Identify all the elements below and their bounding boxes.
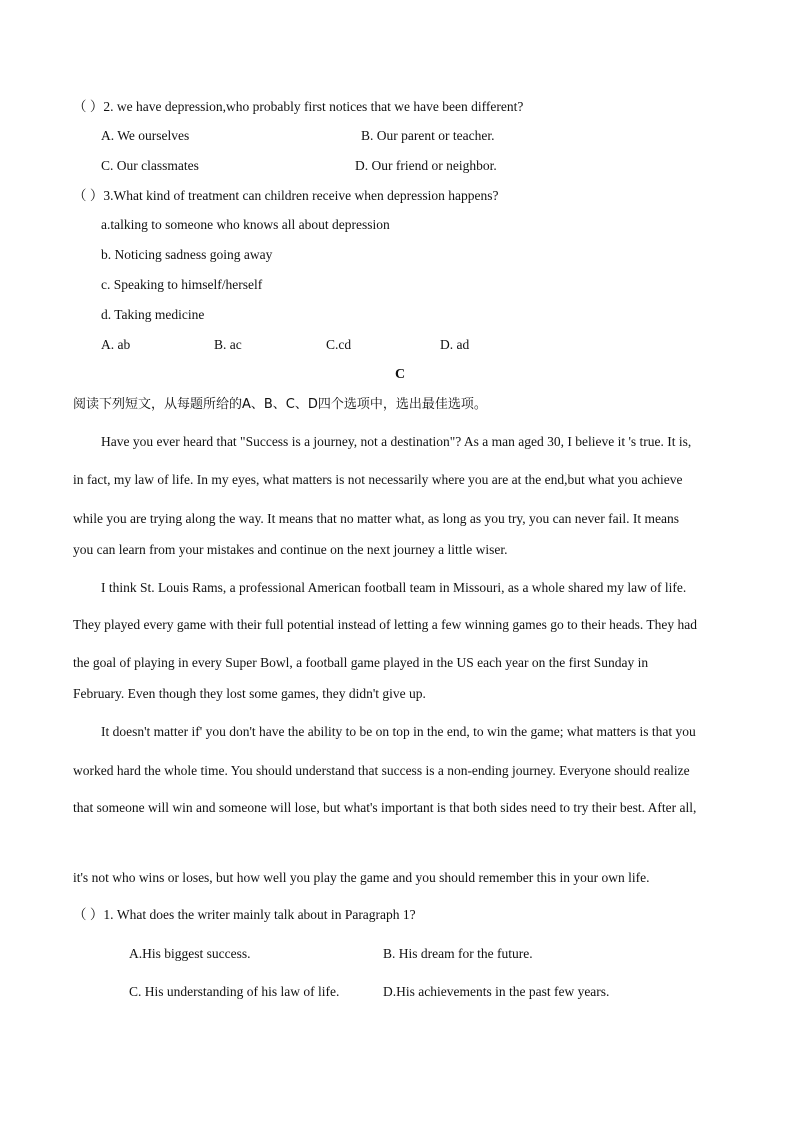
q1-option-c: C. His understanding of his law of life. bbox=[129, 984, 340, 999]
q2-stem: （ ）2. we have depression,who probably first notices that we have been different? bbox=[73, 99, 524, 114]
q3-option-b: B. ac bbox=[214, 337, 242, 352]
passage-p2-line-1: I think St. Louis Rams, a professional American football team in Missouri, as a whole shared my law of life. bbox=[101, 580, 687, 595]
q3-item-a: a.talking to someone who knows all about depression bbox=[101, 217, 390, 232]
passage-p3-line-2: worked hard the whole time. You should understand that success is a non-ending journey. Everyone should realize bbox=[73, 763, 690, 778]
passage-p3-line-4: it's not who wins or loses, but how well you play the game and you should remember this in your own life. bbox=[73, 870, 650, 885]
passage-p3-line-1: It doesn't matter if' you don't have the ability to be on top in the end, to win the game; what matters is that you bbox=[101, 724, 696, 739]
q3-item-d: d. Taking medicine bbox=[101, 307, 205, 322]
q3-item-c: c. Speaking to himself/herself bbox=[101, 277, 263, 292]
q1-option-a: A.His biggest success. bbox=[129, 946, 251, 961]
passage-p1-line-3: while you are trying along the way. It means that no matter what, as long as you try, you can never fail. It means bbox=[73, 511, 679, 526]
q2-option-c: C. Our classmates bbox=[101, 158, 199, 173]
q3-stem: （ ）3.What kind of treatment can children receive when depression happens? bbox=[73, 188, 499, 203]
q1-stem: （ ）1. What does the writer mainly talk about in Paragraph 1? bbox=[73, 907, 416, 922]
passage-p1-line-1: Have you ever heard that "Success is a journey, not a destination"? As a man aged 30, I believe it 's true. It is, bbox=[101, 434, 692, 449]
section-letter: C bbox=[394, 367, 406, 382]
q1-option-b: B. His dream for the future. bbox=[383, 946, 533, 961]
passage-p2-line-2: They played every game with their full potential instead of letting a few winning games go to their heads. They had bbox=[73, 617, 697, 632]
q1-option-d: D.His achievements in the past few years. bbox=[383, 984, 610, 999]
passage-p1-line-4: you can learn from your mistakes and continue on the next journey a little wiser. bbox=[73, 542, 508, 557]
passage-p2-line-4: February. Even though they lost some games, they didn't give up. bbox=[73, 686, 426, 701]
passage-p3-line-3: that someone will win and someone will lose, but what's important is that both sides need to try their best. After all, bbox=[73, 800, 697, 815]
section-instruction: 阅读下列短文，从每题所给的A、B、C、D四个选项中，选出最佳选项。 bbox=[73, 397, 487, 412]
passage-p1-line-2: in fact, my law of life. In my eyes, what matters is not necessarily where you are at the end,but what you achieve bbox=[73, 472, 683, 487]
passage-p2-line-3: the goal of playing in every Super Bowl, a football game played in the US each year on the first Sunday in bbox=[73, 655, 649, 670]
q3-option-d: D. ad bbox=[440, 337, 470, 352]
q2-option-a: A. We ourselves bbox=[101, 128, 190, 143]
q3-option-c: C.cd bbox=[326, 337, 352, 352]
q3-item-b: b. Noticing sadness going away bbox=[101, 247, 273, 262]
q2-option-d: D. Our friend or neighbor. bbox=[355, 158, 497, 173]
q2-option-b: B. Our parent or teacher. bbox=[361, 128, 495, 143]
q3-option-a: A. ab bbox=[101, 337, 131, 352]
